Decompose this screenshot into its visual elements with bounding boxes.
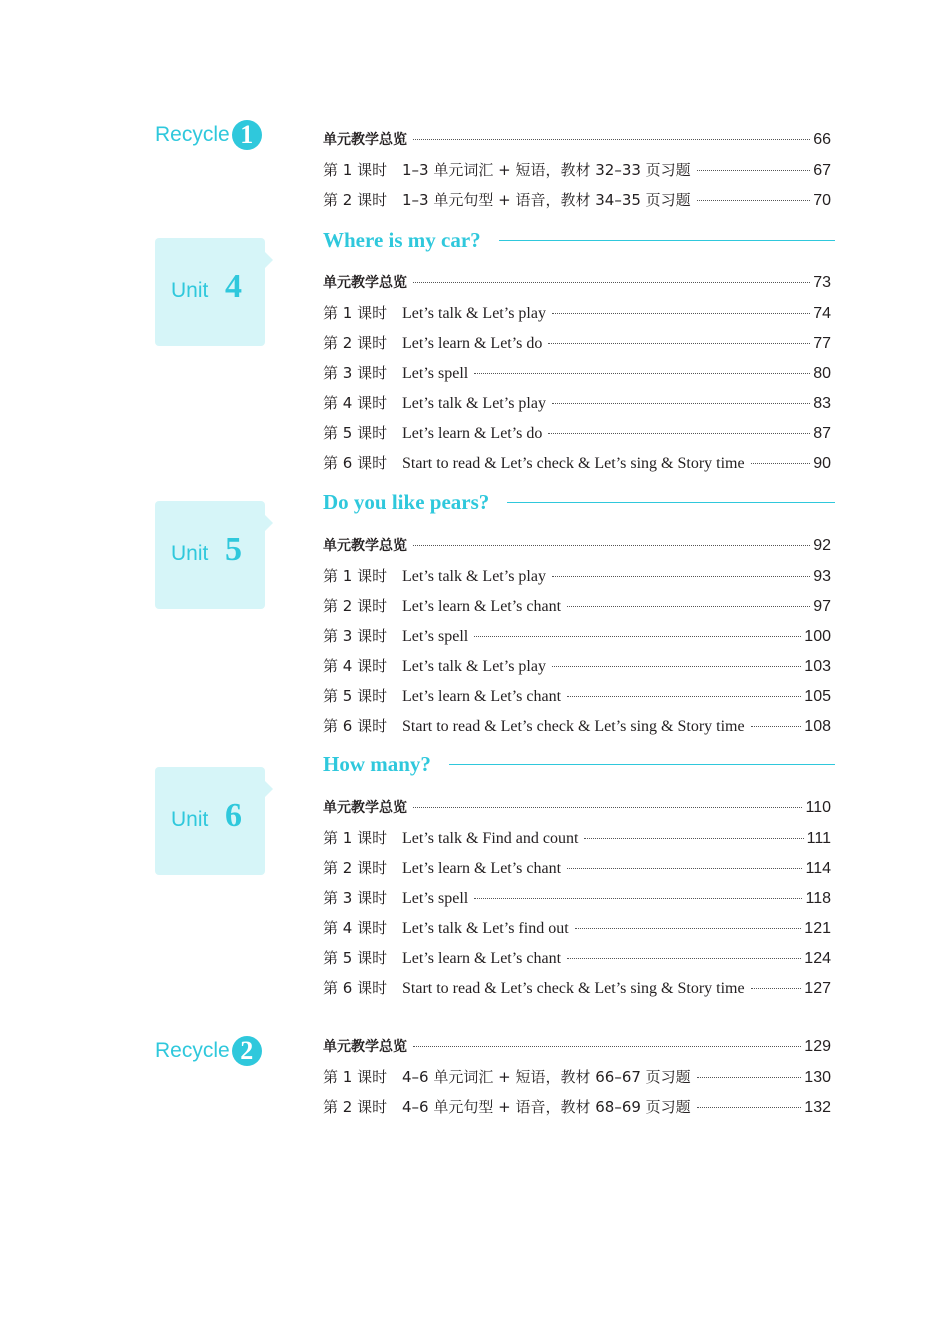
toc-entry[interactable] <box>323 1096 831 1118</box>
lesson-number: 第 4 课时 <box>323 657 388 675</box>
lesson-title: 1–3 单元词汇 + 短语，教材 32–33 页习题 <box>402 161 691 179</box>
toc-entry[interactable] <box>323 887 831 909</box>
unit-badge <box>155 238 265 346</box>
overview-label: 单元教学总览 <box>323 538 407 554</box>
dot-leader <box>413 1046 801 1047</box>
lesson-title: Let’s learn & Let’s chant <box>402 598 562 615</box>
toc-entry[interactable] <box>323 565 831 587</box>
lesson-number: 第 3 课时 <box>323 364 388 382</box>
page-number: 114 <box>805 860 831 877</box>
dot-leader <box>567 958 801 959</box>
unit-title: Where is my car? <box>323 227 481 252</box>
toc-entry[interactable] <box>323 159 831 181</box>
lesson-number: 第 1 课时 <box>323 567 388 585</box>
unit-number: 6 <box>225 797 242 834</box>
toc-entry[interactable] <box>323 947 831 969</box>
lesson-title: Let’s talk & Let’s play <box>402 568 546 585</box>
toc-entry[interactable] <box>323 362 831 384</box>
page-number: 77 <box>813 335 831 352</box>
title-rule-line <box>499 240 835 241</box>
lesson-number: 第 3 课时 <box>323 889 388 907</box>
toc-entry[interactable] <box>323 189 831 211</box>
overview-label: 单元教学总览 <box>323 132 407 148</box>
lesson-title: Let’s learn & Let’s do <box>402 335 543 352</box>
toc-entry[interactable] <box>323 917 831 939</box>
unit-title-row <box>323 225 835 255</box>
overview-label: 单元教学总览 <box>323 1039 407 1055</box>
unit-word: Unit <box>171 808 209 831</box>
dot-leader <box>751 463 811 464</box>
page-number: 111 <box>806 830 831 847</box>
lesson-number: 第 5 课时 <box>323 949 388 967</box>
lesson-number: 第 2 课时 <box>323 334 388 352</box>
page-number: 110 <box>805 799 831 816</box>
unit-number: 5 <box>225 531 242 568</box>
page-number: 121 <box>804 920 831 937</box>
page-number: 70 <box>813 192 831 209</box>
recycle-word: Recycle <box>155 1039 230 1062</box>
toc-entry[interactable] <box>323 129 831 151</box>
page-number: 103 <box>804 658 831 675</box>
lesson-title: Let’s talk & Let’s play <box>402 305 546 322</box>
toc-entry[interactable] <box>323 392 831 414</box>
lesson-number: 第 2 课时 <box>323 1098 388 1116</box>
toc-entry[interactable] <box>323 685 831 707</box>
page-number: 105 <box>804 688 831 705</box>
page-number: 129 <box>804 1038 831 1055</box>
dot-leader <box>567 868 802 869</box>
lesson-title: Let’s spell <box>402 628 469 645</box>
lesson-number: 第 5 课时 <box>323 424 388 442</box>
toc-entry[interactable] <box>323 625 831 647</box>
toc-entry[interactable] <box>323 595 831 617</box>
dot-leader <box>552 576 810 577</box>
lesson-number: 第 1 课时 <box>323 304 388 322</box>
lesson-number: 第 5 课时 <box>323 687 388 705</box>
page-number: 127 <box>804 980 831 997</box>
lesson-title: Let’s learn & Let’s chant <box>402 688 562 705</box>
lesson-title: 4–6 单元词汇 + 短语，教材 66–67 页习题 <box>402 1068 691 1086</box>
lesson-number: 第 3 课时 <box>323 627 388 645</box>
toc-entry[interactable] <box>323 797 831 819</box>
lesson-number: 第 4 课时 <box>323 394 388 412</box>
page-number: 100 <box>804 628 831 645</box>
unit-word: Unit <box>171 279 209 302</box>
unit-title-row <box>323 749 835 779</box>
dot-leader <box>567 696 801 697</box>
lesson-number: 第 2 课时 <box>323 597 388 615</box>
lesson-title: Let’s talk & Let’s play <box>402 658 546 675</box>
page-number: 130 <box>804 1069 831 1086</box>
lesson-number: 第 4 课时 <box>323 919 388 937</box>
toc-entry[interactable] <box>323 332 831 354</box>
dot-leader <box>575 928 802 929</box>
lesson-title: Let’s learn & Let’s chant <box>402 950 562 967</box>
dot-leader <box>474 373 810 374</box>
overview-label: 单元教学总览 <box>323 800 407 816</box>
toc-entry[interactable] <box>323 1036 831 1058</box>
lesson-title: Let’s talk & Let’s find out <box>402 920 569 937</box>
toc-entry[interactable] <box>323 422 831 444</box>
toc-entry[interactable] <box>323 977 831 999</box>
title-rule-line <box>449 764 835 765</box>
page-number: 87 <box>813 425 831 442</box>
dot-leader <box>567 606 810 607</box>
lesson-title: 4–6 单元句型 + 语音，教材 68–69 页习题 <box>402 1098 691 1116</box>
unit-title-row <box>323 487 835 517</box>
page-number: 83 <box>813 395 831 412</box>
unit-badge <box>155 767 265 875</box>
lesson-title: Let’s spell <box>402 365 469 382</box>
unit-word: Unit <box>171 542 209 565</box>
toc-entry[interactable] <box>323 272 831 294</box>
dot-leader <box>751 726 802 727</box>
dot-leader <box>697 1077 802 1078</box>
page-number: 67 <box>813 162 831 179</box>
recycle-label <box>155 1036 262 1066</box>
dot-leader <box>413 545 810 546</box>
recycle-label <box>155 120 262 150</box>
page-number: 118 <box>805 890 831 907</box>
lesson-title: Let’s spell <box>402 890 469 907</box>
lesson-number: 第 2 课时 <box>323 859 388 877</box>
dot-leader <box>552 313 810 314</box>
dot-leader <box>584 838 803 839</box>
page-number: 66 <box>813 131 831 148</box>
page-number: 108 <box>804 718 831 735</box>
dot-leader <box>474 898 802 899</box>
lesson-title: Start to read & Let’s check & Let’s sing & Story time <box>402 980 745 997</box>
lesson-number: 第 6 课时 <box>323 979 388 997</box>
dot-leader <box>697 200 811 201</box>
dot-leader <box>474 636 801 637</box>
toc-entry[interactable] <box>323 715 831 737</box>
title-rule-line <box>507 502 835 503</box>
page-number: 93 <box>813 568 831 585</box>
dot-leader <box>697 170 811 171</box>
toc-entry[interactable] <box>323 857 831 879</box>
dot-leader <box>548 343 810 344</box>
lesson-title: Let’s learn & Let’s do <box>402 425 543 442</box>
lesson-number: 第 1 课时 <box>323 1068 388 1086</box>
lesson-number: 第 1 课时 <box>323 829 388 847</box>
dot-leader <box>413 139 810 140</box>
toc-entry[interactable] <box>323 302 831 324</box>
unit-badge-notch <box>265 781 273 797</box>
toc-entry[interactable] <box>323 1066 831 1088</box>
lesson-title: Start to read & Let’s check & Let’s sing & Story time <box>402 718 745 735</box>
toc-entry[interactable] <box>323 535 831 557</box>
page-number: 124 <box>804 950 831 967</box>
dot-leader <box>548 433 810 434</box>
lesson-title: Let’s talk & Find and count <box>402 830 579 847</box>
page-number: 132 <box>804 1099 831 1116</box>
dot-leader <box>751 988 802 989</box>
toc-entry[interactable] <box>323 827 831 849</box>
recycle-number-badge: 2 <box>232 1036 262 1066</box>
lesson-number: 第 2 课时 <box>323 191 388 209</box>
dot-leader <box>697 1107 802 1108</box>
unit-badge-notch <box>265 515 273 531</box>
lesson-title: Let’s learn & Let’s chant <box>402 860 562 877</box>
page-number: 73 <box>813 274 831 291</box>
lesson-number: 第 1 课时 <box>323 161 388 179</box>
recycle-word: Recycle <box>155 123 230 146</box>
dot-leader <box>413 282 810 283</box>
unit-badge <box>155 501 265 609</box>
lesson-number: 第 6 课时 <box>323 454 388 472</box>
page-number: 90 <box>813 455 831 472</box>
dot-leader <box>552 403 810 404</box>
dot-leader <box>413 807 802 808</box>
lesson-title: Start to read & Let’s check & Let’s sing & Story time <box>402 455 745 472</box>
page-number: 80 <box>813 365 831 382</box>
lesson-title: 1–3 单元句型 + 语音，教材 34–35 页习题 <box>402 191 691 209</box>
unit-title: How many? <box>323 751 431 776</box>
page-number: 97 <box>813 598 831 615</box>
unit-title: Do you like pears? <box>323 489 490 514</box>
page-number: 74 <box>813 305 831 322</box>
unit-badge-notch <box>265 252 273 268</box>
page-number: 92 <box>813 537 831 554</box>
recycle-number-badge: 1 <box>232 120 262 150</box>
dot-leader <box>552 666 801 667</box>
lesson-title: Let’s talk & Let’s play <box>402 395 546 412</box>
unit-number: 4 <box>225 268 242 305</box>
toc-entry[interactable] <box>323 655 831 677</box>
lesson-number: 第 6 课时 <box>323 717 388 735</box>
overview-label: 单元教学总览 <box>323 275 407 291</box>
toc-entry[interactable] <box>323 452 831 474</box>
